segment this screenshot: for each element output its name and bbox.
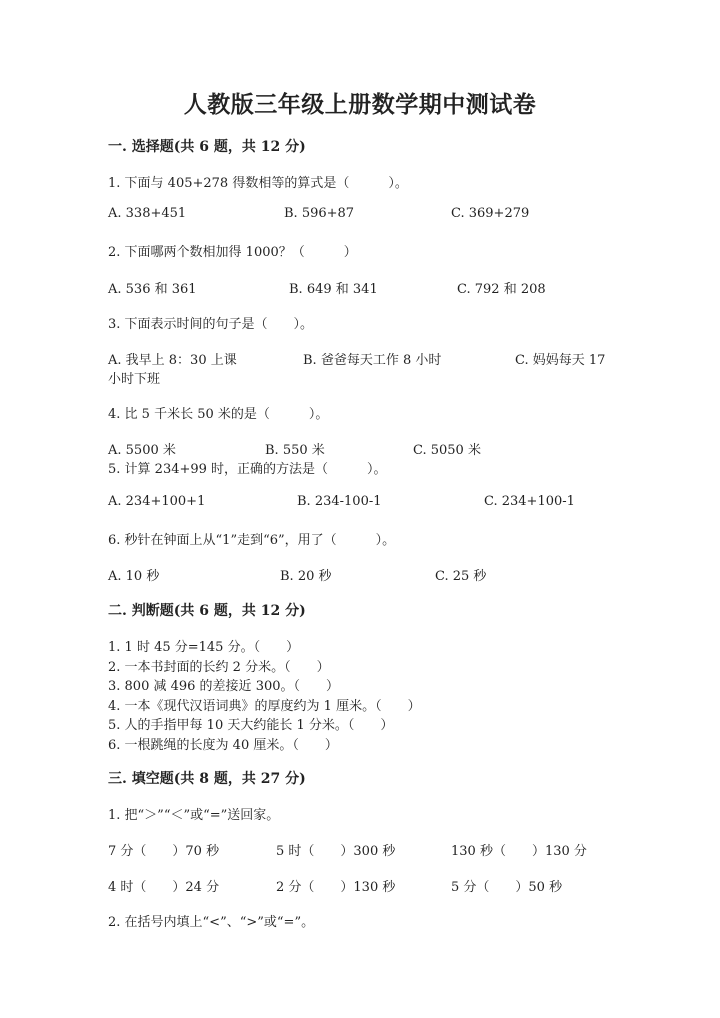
- compare-item: 2 分（ ）130 秒: [276, 880, 396, 895]
- section-heading-judgment: 二. 判断题(共 6 题，共 12 分): [108, 603, 306, 619]
- q3-option-c: C. 妈妈每天 17: [515, 353, 606, 368]
- q5-option-b: B. 234-100-1: [297, 494, 382, 509]
- q1-option-b: B. 596+87: [284, 206, 355, 221]
- q2-option-b: B. 649 和 341: [289, 282, 378, 297]
- judgment-item-4: 4. 一本《现代汉语词典》的厚度约为 1 厘米。（ ）: [108, 698, 421, 714]
- q3-option-b: B. 爸爸每天工作 8 小时: [303, 353, 442, 368]
- compare-item: 130 秒（ ）130 分: [451, 844, 587, 859]
- section-heading-fill: 三. 填空题(共 8 题，共 27 分): [108, 771, 306, 787]
- q5-option-c: C. 234+100-1: [484, 494, 575, 509]
- judgment-item-2: 2. 一本书封面的长约 2 分米。（ ）: [108, 659, 330, 675]
- fill-question-2: 2. 在括号内填上“<”、“>”或“=”。: [108, 915, 315, 930]
- q4-option-a: A. 5500 米: [108, 443, 176, 458]
- q6-option-b: B. 20 秒: [280, 569, 332, 584]
- page-title: 人教版三年级上册数学期中测试卷: [183, 91, 537, 118]
- section-heading-choice: 一. 选择题(共 6 题，共 12 分): [108, 139, 306, 155]
- compare-item: 7 分（ ）70 秒: [108, 844, 220, 859]
- q5-option-a: A. 234+100+1: [108, 494, 206, 509]
- question-6: 6. 秒针在钟面上从“1”走到“6”，用了（ ）。: [108, 533, 396, 548]
- q6-option-a: A. 10 秒: [108, 569, 160, 584]
- q3-option-a: A. 我早上 8：30 上课: [108, 353, 237, 368]
- judgment-item-1: 1. 1 时 45 分=145 分。（ ）: [108, 640, 300, 655]
- question-4: 4. 比 5 千米长 50 米的是（ ）。: [108, 407, 329, 422]
- fill-question-1: 1. 把“＞”“＜”或“=”送回家。: [108, 808, 280, 823]
- question-3: 3. 下面表示时间的句子是（ ）。: [108, 317, 314, 332]
- judgment-item-3: 3. 800 减 496 的差接近 300。（ ）: [108, 679, 340, 694]
- judgment-item-6: 6. 一根跳绳的长度为 40 厘米。（ ）: [108, 737, 338, 753]
- q1-option-a: A. 338+451: [108, 206, 187, 221]
- q1-option-c: C. 369+279: [451, 206, 530, 221]
- q6-option-c: C. 25 秒: [435, 569, 487, 584]
- judgment-item-5: 5. 人的手指甲每 10 天大约能长 1 分米。（ ）: [108, 718, 394, 733]
- question-2: 2. 下面哪两个数相加得 1000？（ ）: [108, 245, 357, 260]
- q2-option-a: A. 536 和 361: [108, 282, 197, 297]
- q4-option-c: C. 5050 米: [413, 443, 481, 458]
- question-5: 5. 计算 234+99 时，正确的方法是（ ）。: [108, 462, 387, 477]
- q2-option-c: C. 792 和 208: [457, 282, 546, 297]
- compare-item: 4 时（ ）24 分: [108, 880, 220, 895]
- question-1: 1. 下面与 405+278 得数相等的算式是（ ）。: [108, 176, 408, 191]
- compare-item: 5 分（ ）50 秒: [451, 880, 563, 895]
- q4-option-b: B. 550 米: [265, 443, 325, 458]
- q3-option-c-continued: 小时下班: [108, 372, 161, 387]
- compare-item: 5 时（ ）300 秒: [276, 844, 396, 859]
